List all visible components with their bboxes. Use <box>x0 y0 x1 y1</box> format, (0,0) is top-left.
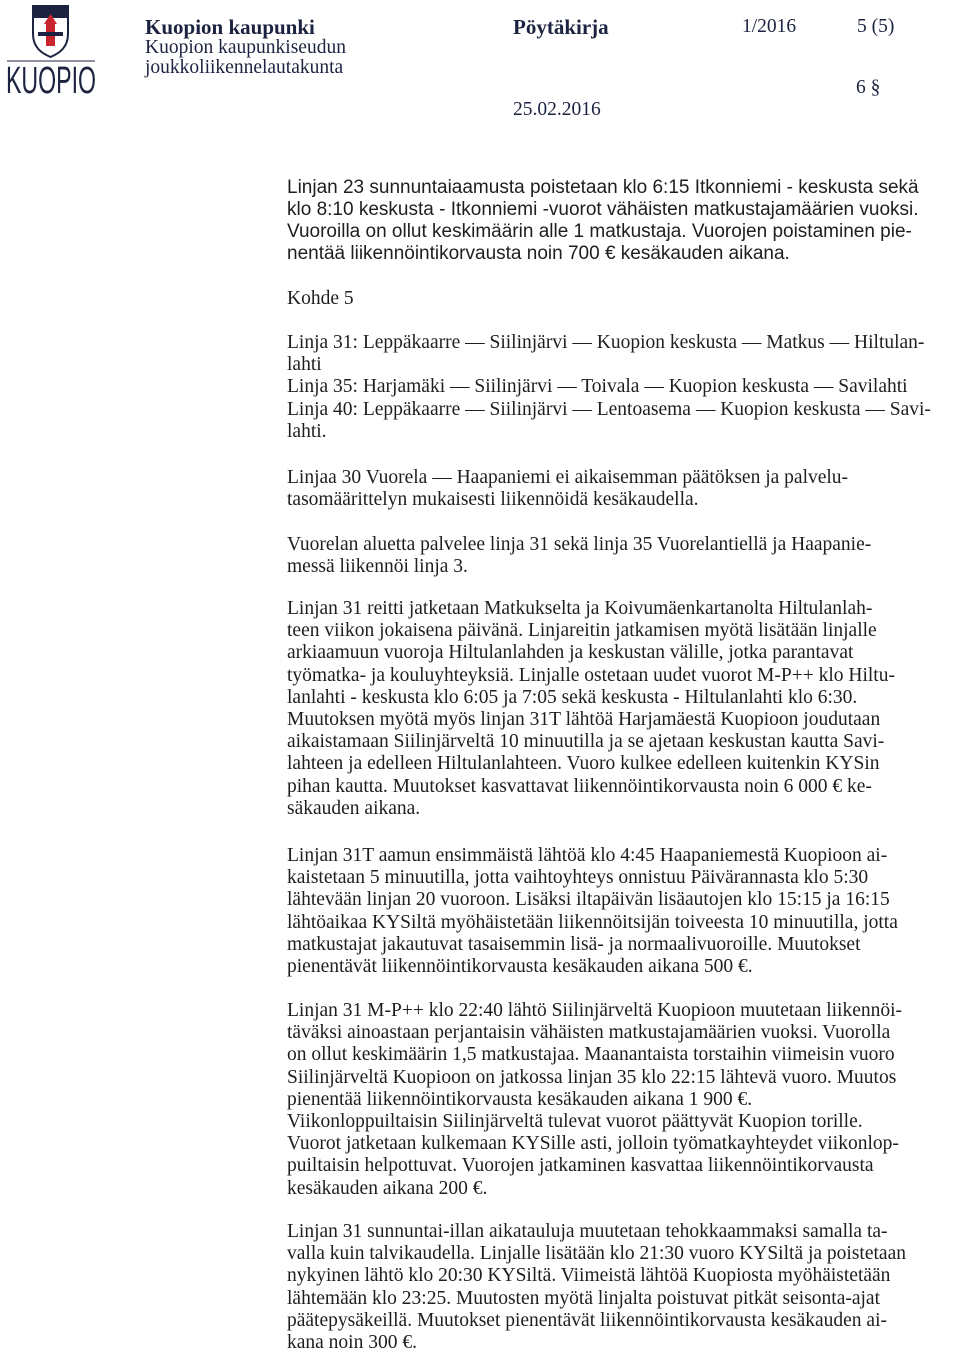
paragraph-line: nykyinen lähtö klo 20:30 KYSiltä. Viimeistä lähtöä Kuopiosta myöhäistetään <box>287 1265 891 1287</box>
page-number: 5 (5) <box>857 16 895 37</box>
document-type: Pöytäkirja <box>513 15 609 39</box>
paragraph-line: Linja 35: Harjamäki — Siilinjärvi — Toivala — Kuopion keskusta — Savilahti <box>287 376 908 398</box>
paragraph-line: pienentävät liikennöintikorvausta kesäkauden aikana 500 €. <box>287 955 753 977</box>
paragraph-route-31-extension <box>287 598 955 820</box>
paragraph-route-31-evening <box>287 1000 955 1200</box>
paragraph-line: pienentää liikennöintikorvausta kesäkauden aikana 1 900 €. <box>287 1088 753 1110</box>
paragraph-line: kana noin 300 €. <box>287 1331 417 1353</box>
paragraph-line: päätepysäkeillä. Muutokset pienentävät liikennöintikorvausta kesäkauden ai- <box>287 1309 887 1331</box>
paragraph-line: klo 8:10 keskusta - Itkonniemi -vuorot vähäisten matkustajamäärien vuoksi. <box>287 199 919 220</box>
paragraph-line: Linjan 31 M-P++ klo 22:40 lähtö Siilinjärveltä Kuopioon muutetaan liikennöi- <box>287 1000 903 1021</box>
paragraph-line: Linja 40: Leppäkaarre — Siilinjärvi — Lentoasema — Kuopion keskusta — Savi- <box>287 398 931 420</box>
paragraph-line: Vuorot jatketaan kulkemaan KYSille asti, jolloin työmatkayhteydet viikonlop- <box>287 1133 899 1155</box>
meeting-date: 25.02.2016 <box>513 99 601 120</box>
paragraph-line: teen viikon jokaisena päivänä. Linjareitin jatkamisen myötä lisätään linjalle <box>287 620 877 642</box>
paragraph-line: Muutoksen myötä myös linjan 31T lähtöä Harjamäestä Kuopioon joudutaan <box>287 708 881 730</box>
logo-wordmark: KUOPIO <box>6 60 96 102</box>
paragraph-line: kesäkauden aikana 200 €. <box>287 1177 488 1199</box>
paragraph-line: Linjan 31 sunnuntai-illan aikatauluja muutetaan tehokkaammaksi samalla ta- <box>287 1221 888 1242</box>
paragraph-line: matkustajat jakautuvat tasaisemmin lisä- ja normaalivuoroille. Muutokset <box>287 933 861 955</box>
paragraph-line: Siilinjärveltä Kuopioon on jatkossa linjan 35 klo 22:15 lähtevä vuoro. Muutos <box>287 1066 897 1088</box>
paragraph-line-23-removal <box>287 177 955 265</box>
paragraph-vuorela-service <box>287 534 955 578</box>
paragraph-line: Vuoroilla on ollut keskimäärin alle 1 matkustaja. Vuorojen poistaminen pie- <box>287 221 912 242</box>
heading-text: Kohde 5 <box>287 288 354 309</box>
paragraph-line: Linja 31: Leppäkaarre — Siilinjärvi — Kuopion keskusta — Matkus — Hiltulan- <box>287 332 925 353</box>
paragraph-line: Vuorelan aluetta palvelee linja 31 sekä linja 35 Vuorelantiellä ja Haapanie- <box>287 534 872 555</box>
section-heading <box>287 288 955 310</box>
paragraph-line: pihan kautta. Muutokset kasvattavat liikennöintikorvausta noin 6 000 € ke- <box>287 775 872 797</box>
paragraph-line: lähtöaikaa KYSiltä myöhäistetään liikennöitsijän toiveesta 10 minuutilla, jotta <box>287 911 898 933</box>
paragraph-line: lanlahti - keskusta klo 6:05 ja 7:05 sekä keskusta - Hiltulanlahti klo 6:30. <box>287 686 858 708</box>
paragraph-line: säkauden aikana. <box>287 797 421 819</box>
paragraph-line: Viikonloppuiltaisin Siilinjärveltä tulevat vuorot päättyvät Kuopion torille. <box>287 1110 863 1132</box>
paragraph-line: tasomäärittelyn mukaisesti liikennöidä kesäkaudella. <box>287 489 699 511</box>
paragraph-line: Linjan 31 reitti jatketaan Matkukselta ja Koivumäenkartanolta Hiltulanlah- <box>287 598 873 619</box>
paragraph-line: valla kuin talvikaudella. Linjalle lisätään klo 21:30 vuoro KYSiltä ja poistetaan <box>287 1243 906 1265</box>
paragraph-line-30 <box>287 467 955 511</box>
paragraph-route-31t-timing <box>287 845 955 978</box>
paragraph-route-list <box>287 332 955 443</box>
document-number: 1/2016 <box>742 16 797 37</box>
paragraph-line: kaistetaan 5 minuutilla, jotta vaihtoyhteys onnistuu Päivärannasta klo 5:30 <box>287 867 869 889</box>
section-number: 6 § <box>856 77 881 98</box>
paragraph-line: lähtevään linjan 20 vuoroon. Lisäksi iltapäivän lisäautojen klo 15:15 ja 16:15 <box>287 889 890 911</box>
paragraph-line: Linjan 23 sunnuntaiaamusta poistetaan klo 6:15 Itkonniemi - keskusta sekä <box>287 177 919 198</box>
paragraph-line: työmatka- ja kouluyhteyksiä. Linjalle ostetaan uudet vuorot M-P++ klo Hiltu- <box>287 664 895 686</box>
paragraph-line: lahteen ja edelleen Hiltulanlahteen. Vuoro kulkee edelleen kuitenkin KYSin <box>287 753 880 775</box>
paragraph-line: lähtemään klo 23:25. Muutosten myötä linjalta poistuvat pitkät seisonta-ajat <box>287 1287 881 1309</box>
paragraph-line: Linjaa 30 Vuorela — Haapaniemi ei aikaisemman päätöksen ja palvelu- <box>287 467 849 488</box>
organization-name: Kuopion kaupunki <box>145 15 315 39</box>
paragraph-line: nentää liikennöintikorvausta noin 700 € kesäkauden aikana. <box>287 243 790 264</box>
board-name-line-1: Kuopion kaupunkiseudun <box>145 37 346 58</box>
board-name-line-2: joukkoliikennelautakunta <box>145 57 344 78</box>
kuopio-logo <box>3 2 99 102</box>
paragraph-route-31-sunday <box>287 1221 955 1354</box>
paragraph-line: puiltaisin helpottuvat. Vuorojen jatkaminen kasvattaa liikennöintikorvausta <box>287 1155 874 1177</box>
paragraph-line: Linjan 31T aamun ensimmäistä lähtöä klo 4:45 Haapaniemestä Kuopioon ai- <box>287 845 888 866</box>
paragraph-line: messä liikennöi linja 3. <box>287 556 468 578</box>
coat-of-arms-icon <box>3 2 99 102</box>
paragraph-line: lahti <box>287 354 322 376</box>
paragraph-line: aikaistamaan Siilinjärveltä 10 minuutilla ja se ajetaan keskustan kautta Savi- <box>287 731 885 753</box>
paragraph-line: lahti. <box>287 420 327 442</box>
paragraph-line: on ollut keskimäärin 1,5 matkustajaa. Maanantaista torstaihin viimeisin vuoro <box>287 1044 895 1066</box>
paragraph-line: arkiaamuun vuoroja Hiltulanlahden ja keskustan välille, jotka parantavat <box>287 642 854 664</box>
paragraph-line: täväksi ainoastaan perjantaisin vähäisten matkustajamäärien vuoksi. Vuorolla <box>287 1022 891 1044</box>
